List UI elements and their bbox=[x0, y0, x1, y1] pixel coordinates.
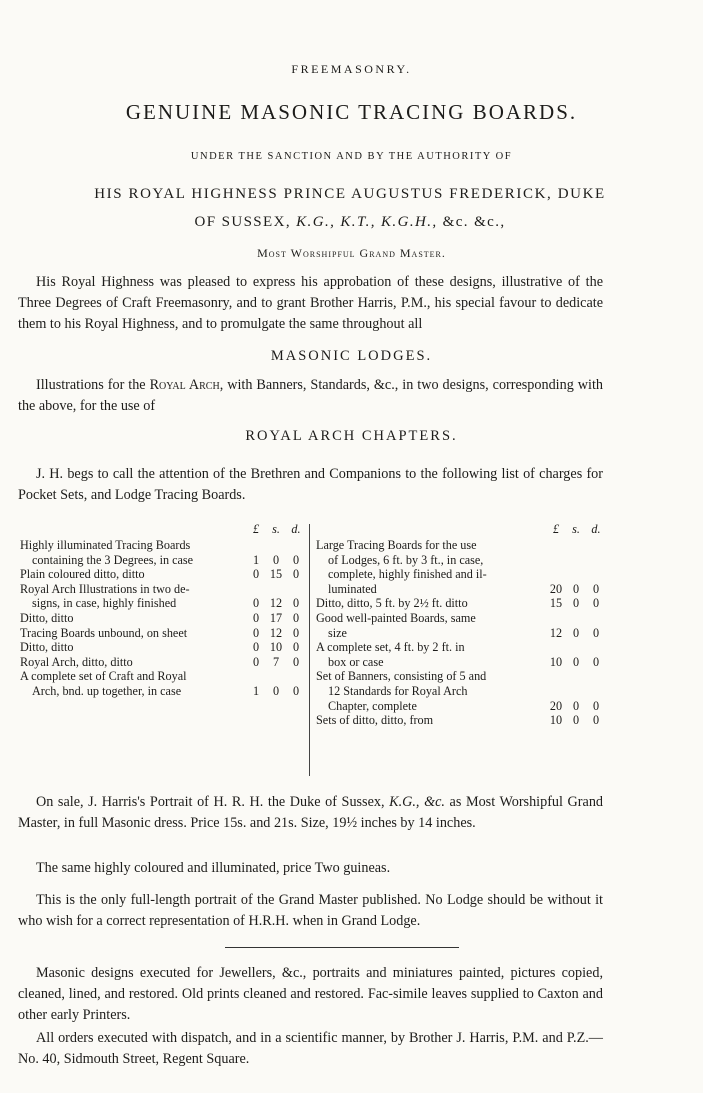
price-pounds: 20 bbox=[549, 698, 563, 713]
price-item-line: Ditto, ditto bbox=[20, 610, 74, 625]
price-item-description bbox=[20, 538, 226, 567]
price-row bbox=[316, 640, 602, 669]
paragraph-charges: J. H. begs to call the attention of the Brethren and Companions to the following list of charges for Pocket Sets, and Lodge Tracing Boards. bbox=[18, 466, 603, 503]
price-item-description bbox=[316, 538, 522, 596]
price-item-line: luminated bbox=[328, 581, 377, 596]
price-pence: 0 bbox=[592, 713, 600, 728]
price-pence: 0 bbox=[292, 640, 300, 655]
price-pounds: 1 bbox=[252, 683, 260, 698]
pounds-header: £ bbox=[252, 522, 260, 536]
price-list bbox=[20, 522, 605, 780]
price-pence: 0 bbox=[292, 683, 300, 698]
price-pounds: 0 bbox=[252, 654, 260, 669]
price-row bbox=[316, 538, 602, 596]
price-item-line: box or case bbox=[328, 654, 384, 669]
price-row bbox=[20, 611, 306, 626]
price-pounds: 1 bbox=[252, 552, 260, 567]
price-item-line: Arch, bnd. up together, in case bbox=[32, 683, 182, 698]
price-row bbox=[20, 669, 306, 698]
price-item-description bbox=[20, 567, 226, 582]
price-item-line: of Lodges, 6 ft. by 3 ft., in case, bbox=[328, 552, 484, 567]
price-item-line: 12 Standards for Royal Arch bbox=[328, 683, 468, 698]
paragraph-designs-executed: Masonic designs executed for Jewellers, &c., portraits and miniatures painted, pictures copied, cleaned, lined, and restored. Old prints cleaned and restored. Fac-simile leaves supplied to Caxton and other early Printers. bbox=[18, 965, 603, 1023]
price-item-description bbox=[20, 611, 226, 626]
price-pounds: 0 bbox=[252, 640, 260, 655]
page-title: GENUINE MASONIC TRACING BOARDS. bbox=[125, 100, 578, 124]
price-item-line: Ditto, ditto bbox=[20, 640, 74, 655]
section-divider bbox=[225, 947, 459, 948]
price-pounds: 0 bbox=[252, 610, 260, 625]
price-row bbox=[316, 596, 602, 611]
paragraph-royal-arch: Illustrations for the Royal Arch, with Banners, Standards, &c., in two designs, corresponding with the above, for the use of bbox=[18, 377, 603, 414]
price-shillings: 0 bbox=[572, 596, 580, 611]
price-pence: 0 bbox=[292, 596, 300, 611]
price-item-description bbox=[20, 640, 226, 655]
price-item-line: A complete set, 4 ft. by 2 ft. in bbox=[316, 640, 465, 655]
price-item-description bbox=[316, 669, 522, 713]
price-pounds: 10 bbox=[549, 713, 563, 728]
price-shillings: 15 bbox=[269, 567, 283, 582]
price-item-line: size bbox=[328, 625, 347, 640]
price-pence: 0 bbox=[292, 567, 300, 582]
price-item-line: Tracing Boards unbound, on sheet bbox=[20, 625, 188, 640]
price-row bbox=[20, 567, 306, 582]
price-shillings: 0 bbox=[572, 654, 580, 669]
price-item-line: Ditto, ditto, 5 ft. by 2½ ft. ditto bbox=[316, 596, 468, 611]
heading-masonic-lodges: MASONIC LODGES. bbox=[270, 348, 433, 364]
heading-royal-arch-chapters: ROYAL ARCH CHAPTERS. bbox=[245, 428, 458, 444]
price-pounds: 20 bbox=[549, 581, 563, 596]
price-shillings: 12 bbox=[269, 625, 283, 640]
grand-master-line: Most Worshipful Grand Master. bbox=[257, 246, 446, 260]
paragraph-coloured-portrait: The same highly coloured and illuminated, price Two guineas. bbox=[36, 860, 391, 876]
price-item-description bbox=[20, 626, 226, 641]
price-shillings: 0 bbox=[572, 581, 580, 596]
price-pence: 0 bbox=[592, 596, 600, 611]
price-item-description bbox=[316, 596, 522, 611]
price-item-line: Royal Arch, ditto, ditto bbox=[20, 654, 133, 669]
price-pence: 0 bbox=[292, 552, 300, 567]
pence-header: d. bbox=[591, 522, 601, 536]
price-item-description bbox=[20, 669, 226, 698]
price-pence: 0 bbox=[592, 581, 600, 596]
price-item-line: Sets of ditto, ditto, from bbox=[316, 713, 434, 728]
price-shillings: 10 bbox=[269, 640, 283, 655]
price-pounds: 0 bbox=[252, 596, 260, 611]
price-pounds: 15 bbox=[549, 596, 563, 611]
price-pence: 0 bbox=[292, 654, 300, 669]
price-shillings: 0 bbox=[272, 683, 280, 698]
price-shillings: 0 bbox=[572, 625, 580, 640]
price-row bbox=[20, 626, 306, 641]
price-pounds: 10 bbox=[549, 654, 563, 669]
price-item-line: Plain coloured ditto, ditto bbox=[20, 567, 145, 582]
price-row bbox=[20, 640, 306, 655]
price-row bbox=[20, 538, 306, 567]
price-pence: 0 bbox=[592, 654, 600, 669]
price-item-line: containing the 3 Degrees, in case bbox=[32, 552, 194, 567]
price-item-description bbox=[316, 640, 522, 669]
price-row bbox=[316, 611, 602, 640]
paragraph-only-portrait: This is the only full-length portrait of the Grand Master published. No Lodge should be without it who wish for a correct representation of H.R.H. when in Grand Lodge. bbox=[18, 892, 603, 929]
price-item-line: Large Tracing Boards for the use bbox=[316, 538, 477, 552]
price-shillings: 17 bbox=[269, 610, 283, 625]
currency-header-left bbox=[20, 522, 306, 538]
price-item-description bbox=[20, 582, 226, 611]
sanction-line: UNDER THE SANCTION AND BY THE AUTHORITY OF bbox=[190, 151, 513, 162]
price-item-line: Set of Banners, consisting of 5 and bbox=[316, 669, 487, 684]
price-item-line: Highly illuminated Tracing Boards bbox=[20, 538, 191, 552]
price-pence: 0 bbox=[292, 625, 300, 640]
price-item-line: signs, in case, highly finished bbox=[32, 596, 177, 611]
price-item-line: Chapter, complete bbox=[328, 698, 417, 713]
price-item-line: complete, highly finished and il- bbox=[328, 567, 487, 582]
price-pounds: 0 bbox=[252, 625, 260, 640]
price-shillings: 0 bbox=[272, 552, 280, 567]
pence-header: d. bbox=[291, 522, 301, 536]
price-pence: 0 bbox=[292, 610, 300, 625]
price-item-line: Good well-painted Boards, same bbox=[316, 610, 476, 625]
price-pounds: 12 bbox=[549, 625, 563, 640]
paragraph-portrait-on-sale: On sale, J. Harris's Portrait of H. R. H. the Duke of Sussex, K.G., &c. as Most Worshipful Grand Master, in full Masonic dress. Price 15s. and 21s. Size, 19½ inches by 14 inches. bbox=[18, 794, 604, 831]
paragraph-approbation: His Royal Highness was pleased to express his approbation of these designs, illustrative of the Three Degrees of Craft Freemasonry, and to grant Brother Harris, P.M., his special favour to dedicate them to his Royal Highness, and to promulgate the same throughout all bbox=[18, 274, 603, 332]
pounds-header: £ bbox=[552, 522, 560, 536]
price-pence: 0 bbox=[592, 698, 600, 713]
price-shillings: 7 bbox=[272, 654, 280, 669]
price-shillings: 0 bbox=[572, 698, 580, 713]
price-shillings: 12 bbox=[269, 596, 283, 611]
price-column-left bbox=[20, 522, 306, 699]
price-column-right bbox=[316, 522, 602, 728]
price-row bbox=[20, 655, 306, 670]
price-item-line: A complete set of Craft and Royal bbox=[20, 669, 187, 684]
price-shillings: 0 bbox=[572, 713, 580, 728]
shillings-header: s. bbox=[572, 522, 580, 536]
price-row bbox=[316, 669, 602, 713]
paragraph-orders: All orders executed with dispatch, and in a scientific manner, by Brother J. Harris, P.M. and P.Z.—No. 40, Sidmouth Street, Regent Square. bbox=[18, 1030, 603, 1067]
price-item-description bbox=[316, 713, 522, 728]
currency-header-right bbox=[316, 522, 602, 538]
patron-line-1: HIS ROYAL HIGHNESS PRINCE AUGUSTUS FREDERICK, DUKE bbox=[94, 186, 606, 202]
patron-line-2: OF SUSSEX, K.G., K.T., K.G.H., &c. &c., bbox=[194, 214, 506, 230]
price-item-description bbox=[316, 611, 522, 640]
running-head: FREEMASONRY. bbox=[291, 62, 412, 76]
column-divider bbox=[309, 524, 310, 776]
price-pounds: 0 bbox=[252, 567, 260, 582]
price-pence: 0 bbox=[592, 625, 600, 640]
price-row bbox=[20, 582, 306, 611]
price-item-description bbox=[20, 655, 226, 670]
price-row bbox=[316, 713, 602, 728]
shillings-header: s. bbox=[272, 522, 280, 536]
price-item-line: Royal Arch Illustrations in two de- bbox=[20, 581, 190, 596]
